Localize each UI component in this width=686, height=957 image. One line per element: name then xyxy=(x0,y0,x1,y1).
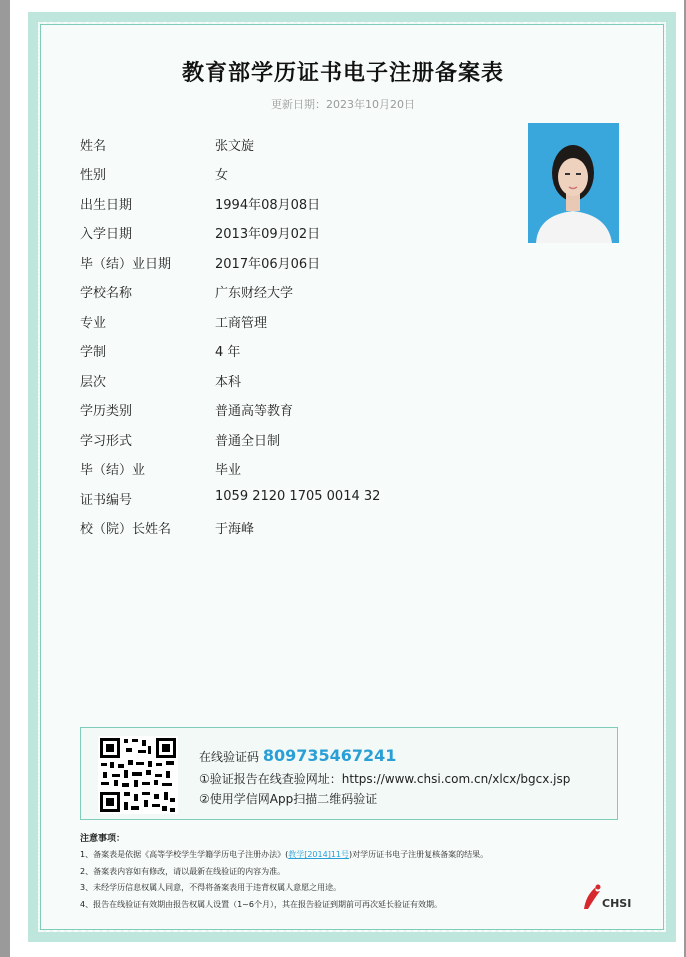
field-value: 2013年09月02日 xyxy=(215,227,321,242)
chsi-logo xyxy=(580,881,640,913)
id-photo xyxy=(528,123,619,243)
field-label: 学制 xyxy=(80,345,107,360)
notice-title: 注意事项： xyxy=(80,834,126,844)
field-label: 专业 xyxy=(80,316,107,331)
qr-code[interactable] xyxy=(98,736,178,814)
field-label: 证书编号 xyxy=(80,493,133,508)
field-value: 1994年08月08日 xyxy=(215,198,321,213)
update-date: 2023年10月20日 xyxy=(326,98,415,111)
field-label: 校（院）长姓名 xyxy=(80,522,172,537)
qr-code-icon xyxy=(98,736,178,814)
field-label: 出生日期 xyxy=(80,198,133,213)
chsi-logo-text: CHSI xyxy=(602,897,632,910)
field-value: 普通全日制 xyxy=(215,434,281,449)
field-value: 本科 xyxy=(215,375,242,390)
regulation-link[interactable]: 教学[2014]11号 xyxy=(288,850,349,859)
field-value: 广东财经大学 xyxy=(215,286,294,301)
field-value: 于海峰 xyxy=(215,522,255,537)
document-title: 教育部学历证书电子注册备案表 xyxy=(181,61,504,86)
field-value: 工商管理 xyxy=(215,316,268,331)
field-value: 毕业 xyxy=(215,463,242,478)
notice-item-1-pre: 1、备案表是依据《高等学校学生学籍学历电子注册办法》( xyxy=(80,850,289,859)
field-value: 女 xyxy=(215,168,229,183)
field-value: 1059 2120 1705 0014 32 xyxy=(215,489,381,504)
field-label: 姓名 xyxy=(80,139,107,154)
portrait-image xyxy=(528,123,619,243)
field-label: 学校名称 xyxy=(80,286,133,301)
chsi-bird-icon xyxy=(580,881,604,911)
verification-code-label: 在线验证码 xyxy=(199,750,260,764)
field-label: 入学日期 xyxy=(80,227,133,242)
update-date-line xyxy=(0,96,686,112)
verification-app-note: ②使用学信网App扫描二维码验证 xyxy=(199,792,378,806)
notice-item-3: 3、未经学历信息权属人同意，不得将备案表用于违背权属人意愿之用途。 xyxy=(80,883,342,892)
field-value: 张文旋 xyxy=(215,139,255,154)
notice-item-4: 4、报告在线验证有效期由报告权属人设置（1~6个月），其在报告验证到期前可再次延长验证有效期。 xyxy=(80,900,442,909)
field-label: 毕（结）业 xyxy=(80,463,146,478)
field-label: 学历类别 xyxy=(80,404,133,419)
field-value: 普通高等教育 xyxy=(215,404,294,419)
verification-code: 809735467241 xyxy=(262,746,397,765)
verification-url-note: ①验证报告在线查验网址：https://www.chsi.com.cn/xlcx/bgcx.jsp xyxy=(199,772,571,786)
notice-item-1 xyxy=(80,849,488,860)
field-label: 学习形式 xyxy=(80,434,133,449)
verification-code-line xyxy=(199,746,396,765)
notice-item-1-post: )对学历证书电子注册复核备案的结果。 xyxy=(349,850,489,859)
field-value: 4 年 xyxy=(215,345,241,360)
field-label: 层次 xyxy=(80,375,107,390)
notice-item-2: 2、备案表内容如有修改，请以最新在线验证的内容为准。 xyxy=(80,867,286,876)
field-label: 毕（结）业日期 xyxy=(80,257,172,272)
field-label: 性别 xyxy=(80,168,107,183)
verification-box xyxy=(80,727,618,820)
update-label: 更新日期： xyxy=(271,98,326,111)
field-value: 2017年06月06日 xyxy=(215,257,321,272)
